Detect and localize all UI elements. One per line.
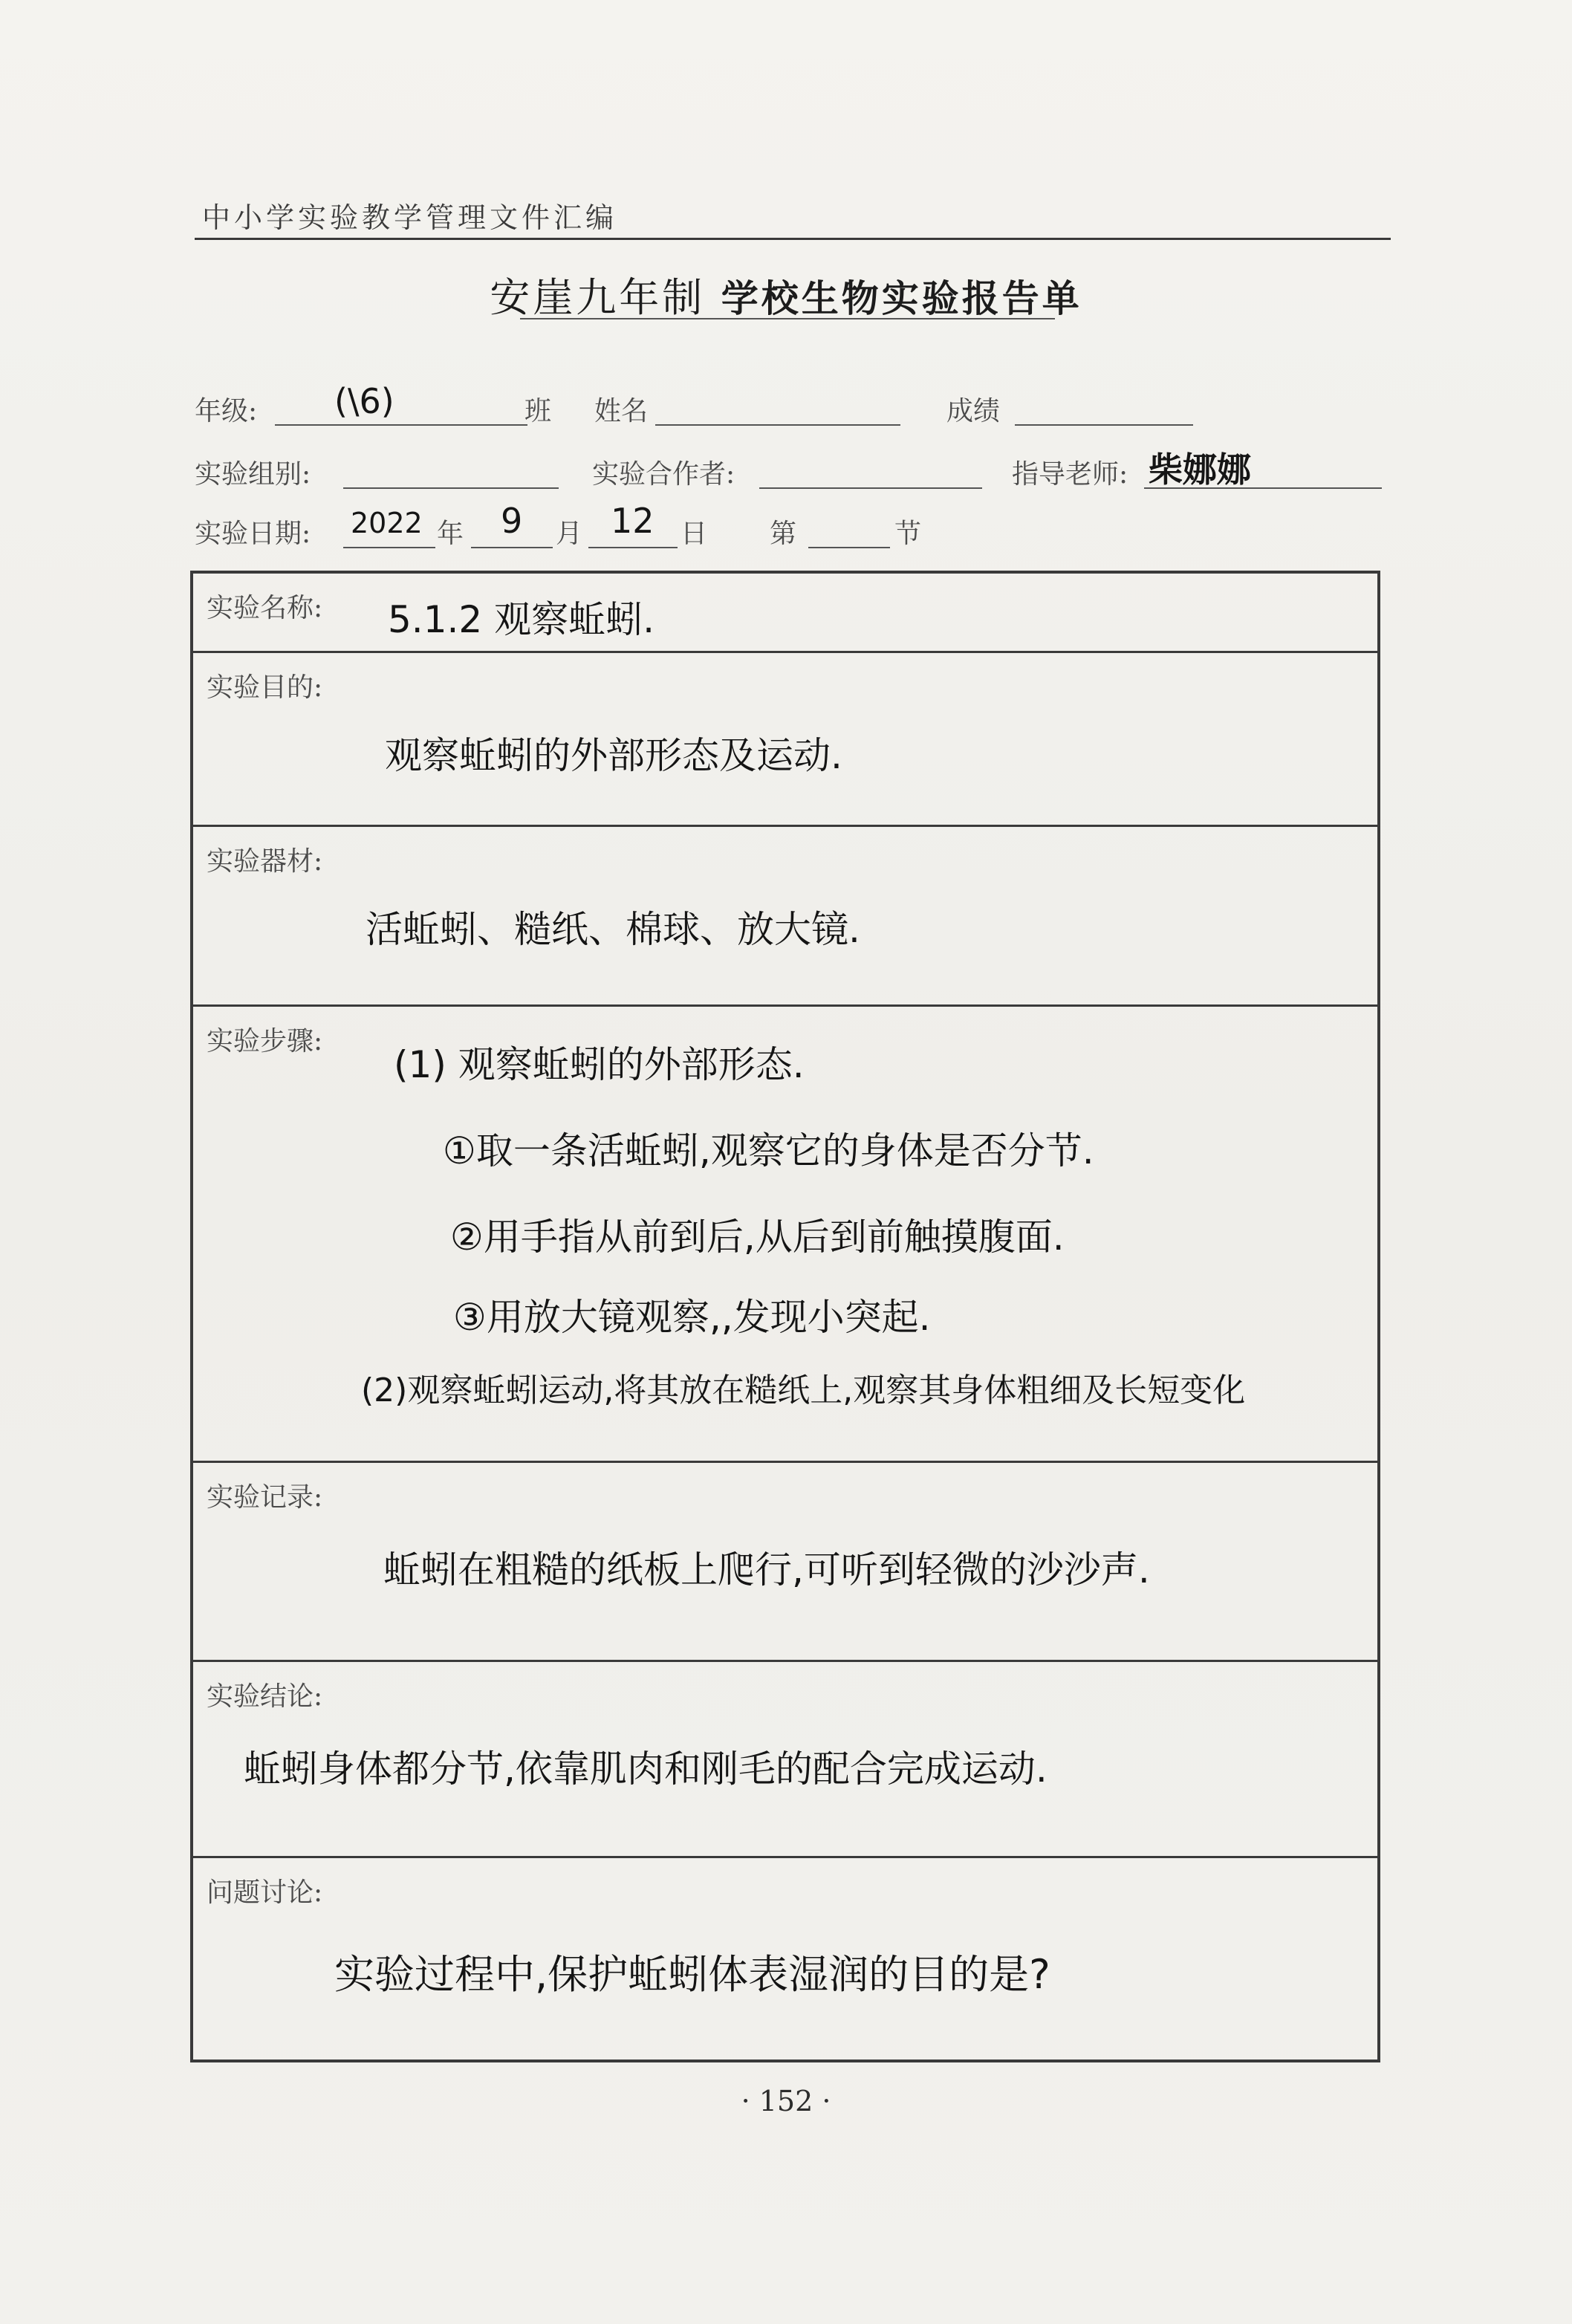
section-conclusion-content: 蚯蚓身体都分节,依靠肌肉和刚毛的配合完成运动. xyxy=(244,1747,1048,1791)
running-header: 中小学实验教学管理文件汇编 xyxy=(202,201,618,234)
section-name-label: 实验名称: xyxy=(207,593,323,623)
period-unit: 节 xyxy=(894,519,922,549)
year-value: 2022 xyxy=(351,507,423,539)
report-table xyxy=(190,571,1380,2062)
class-label: 班 xyxy=(524,396,552,426)
section-discussion[interactable] xyxy=(193,1856,1377,2062)
name-label: 姓名 xyxy=(594,396,649,426)
day-label: 日 xyxy=(681,519,708,549)
score-label: 成绩 xyxy=(946,396,1001,426)
section-steps[interactable] xyxy=(193,1004,1377,1461)
section-record[interactable] xyxy=(193,1461,1377,1660)
name-field[interactable] xyxy=(655,383,900,426)
step-line: (1) 观察蚯蚓的外部形态. xyxy=(394,1043,805,1086)
step-line: ①取一条活蚯蚓,观察它的身体是否分节. xyxy=(443,1129,1094,1172)
section-materials[interactable] xyxy=(193,825,1377,1004)
section-steps-label: 实验步骤: xyxy=(207,1026,323,1056)
group-field[interactable] xyxy=(343,446,559,489)
section-materials-label: 实验器材: xyxy=(207,846,323,877)
period-label: 第 xyxy=(770,519,797,549)
section-materials-content: 活蚯蚓、糙纸、棉球、放大镜. xyxy=(366,908,860,951)
grade-value: (\6) xyxy=(334,381,394,421)
row-grade xyxy=(195,383,1383,435)
period-field[interactable] xyxy=(808,505,890,548)
month-field[interactable] xyxy=(471,501,553,548)
teacher-field[interactable] xyxy=(1144,446,1382,489)
month-value: 9 xyxy=(501,501,523,541)
teacher-value: 柴娜娜 xyxy=(1149,449,1251,490)
report-title-printed: 学校生物实验报告单 xyxy=(721,276,1082,320)
section-purpose-content: 观察蚯蚓的外部形态及运动. xyxy=(385,734,842,777)
section-record-content: 蚯蚓在粗糙的纸板上爬行,可听到轻微的沙沙声. xyxy=(383,1548,1150,1591)
date-label: 实验日期: xyxy=(195,519,311,549)
year-field[interactable] xyxy=(343,505,435,548)
header-rule xyxy=(195,238,1391,240)
grade-field[interactable] xyxy=(275,383,527,426)
row-date xyxy=(195,501,1383,557)
row-group xyxy=(195,444,1383,496)
title-underline xyxy=(520,318,1055,319)
section-discussion-content: 实验过程中,保护蚯蚓体表湿润的目的是? xyxy=(334,1951,1050,1998)
school-name-handwritten: 安崖九年制 xyxy=(490,274,706,321)
year-label: 年 xyxy=(437,519,464,549)
month-label: 月 xyxy=(556,519,583,549)
group-label: 实验组别: xyxy=(195,459,311,490)
score-field[interactable] xyxy=(1015,383,1193,426)
partner-label: 实验合作者: xyxy=(592,459,735,490)
section-name-content: 5.1.2 观察蚯蚓. xyxy=(388,598,655,641)
section-purpose[interactable] xyxy=(193,651,1377,825)
teacher-label: 指导老师: xyxy=(1012,459,1128,490)
step-line: ②用手指从前到后,从后到前触摸腹面. xyxy=(450,1215,1065,1259)
day-value: 12 xyxy=(611,501,655,541)
section-record-label: 实验记录: xyxy=(207,1482,323,1513)
section-discussion-label: 问题讨论: xyxy=(207,1877,323,1908)
step-line: (2)观察蚯蚓运动,将其放在糙纸上,观察其身体粗细及长短变化 xyxy=(361,1372,1246,1409)
grade-label: 年级: xyxy=(195,396,258,426)
day-field[interactable] xyxy=(588,501,678,548)
section-conclusion[interactable] xyxy=(193,1660,1377,1856)
section-conclusion-label: 实验结论: xyxy=(207,1681,323,1712)
page-number: · 152 · xyxy=(741,2085,831,2117)
section-purpose-label: 实验目的: xyxy=(207,672,323,703)
partner-field[interactable] xyxy=(759,446,982,489)
section-name[interactable] xyxy=(193,574,1377,651)
step-line: ③用放大镜观察,,发现小突起. xyxy=(453,1296,931,1339)
report-title xyxy=(0,266,1572,323)
